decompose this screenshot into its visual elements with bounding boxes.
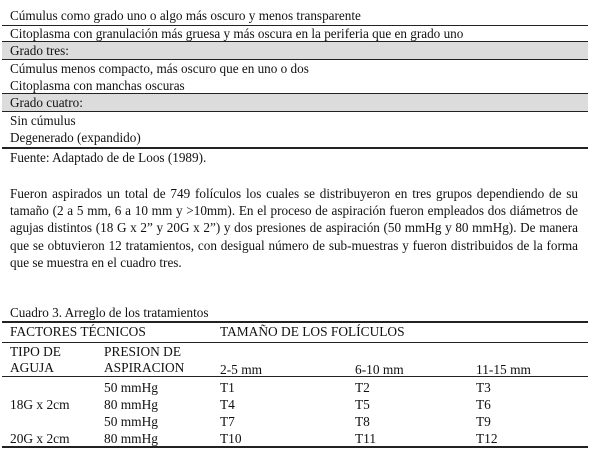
treatment-cell: T4	[220, 397, 235, 412]
treatment-cell: T9	[476, 414, 491, 429]
pressure-cell: 80 mmHg	[104, 431, 158, 446]
header-tipo: TIPO DE	[10, 344, 61, 359]
header-presion: ASPIRACION	[104, 360, 185, 375]
treatment-cell: T5	[355, 397, 370, 412]
pressure-cell: 50 mmHg	[104, 380, 158, 395]
header-tamano: TAMAÑO DE LOS FOLÍCULOS	[220, 324, 405, 339]
treatment-cell: T8	[355, 414, 370, 429]
table-top-rule	[2, 321, 588, 323]
treatment-cell: T2	[355, 380, 370, 395]
table-row: Citoplasma con manchas oscuras	[10, 78, 185, 93]
table-row-header: Grado cuatro:	[10, 95, 83, 110]
size-header: 2-5 mm	[220, 362, 263, 377]
size-header: 6-10 mm	[355, 362, 404, 377]
body-paragraph: Fueron aspirados un total de 749 folículos los cuales se distribuyeron en tres grupos dependiendo de su tamaño (2 a 5 mm, 6 a 10 mm y >10mm). En el proceso de aspiración fueron empleados dos diámetros de agujas distintos (18 G x 2” y 20G x 2”) y dos presiones de aspiración (50 mmHg y 80 mmHg). De manera que se obtuvieron 12 tratamientos, con desigual número de sub-muestras y fueron distribuidos de la forma que se muestra en el cuadro tres.	[10, 186, 578, 270]
needle-label: 18G x 2cm	[10, 397, 70, 412]
treatment-cell: T11	[355, 431, 377, 446]
treatment-cell: T6	[476, 397, 491, 412]
treatment-cell: T10	[220, 431, 242, 446]
grade-three-shade	[2, 42, 588, 59]
treatment-cell: T1	[220, 380, 235, 395]
header-factores: FACTORES TÉCNICOS	[10, 324, 146, 339]
pressure-cell: 50 mmHg	[104, 414, 158, 429]
table-row: Sin cúmulus	[10, 113, 76, 128]
table-row: Citoplasma con granulación más gruesa y más oscura en la periferia que en grado uno	[10, 26, 464, 41]
table-source: Fuente: Adaptado de de Loos (1989).	[10, 150, 207, 165]
table-bottom-rule	[2, 147, 588, 149]
header-tipo: AGUJA	[10, 360, 54, 375]
table-row: Cúmulus como grado uno o algo más oscuro y menos transparente	[10, 8, 361, 23]
rule	[2, 111, 588, 112]
grade-four-shade	[2, 94, 588, 111]
treatment-cell: T12	[476, 431, 498, 446]
needle-label: 20G x 2cm	[10, 431, 70, 446]
table-caption: Cuadro 3. Arreglo de los tratamientos	[10, 305, 209, 320]
treatment-cell: T7	[220, 414, 235, 429]
treatment-cell: T3	[476, 380, 491, 395]
table-row: Cúmulus menos compacto, más oscuro que en uno o dos	[10, 61, 309, 76]
table-row-header: Grado tres:	[10, 43, 69, 58]
size-header: 11-15 mm	[476, 362, 531, 377]
header-presion: PRESION DE	[104, 344, 182, 359]
table-bottom-rule	[2, 446, 588, 448]
table-row: Degenerado (expandido)	[10, 130, 141, 145]
pressure-cell: 80 mmHg	[104, 397, 158, 412]
rule	[2, 59, 588, 60]
rule	[2, 342, 588, 343]
